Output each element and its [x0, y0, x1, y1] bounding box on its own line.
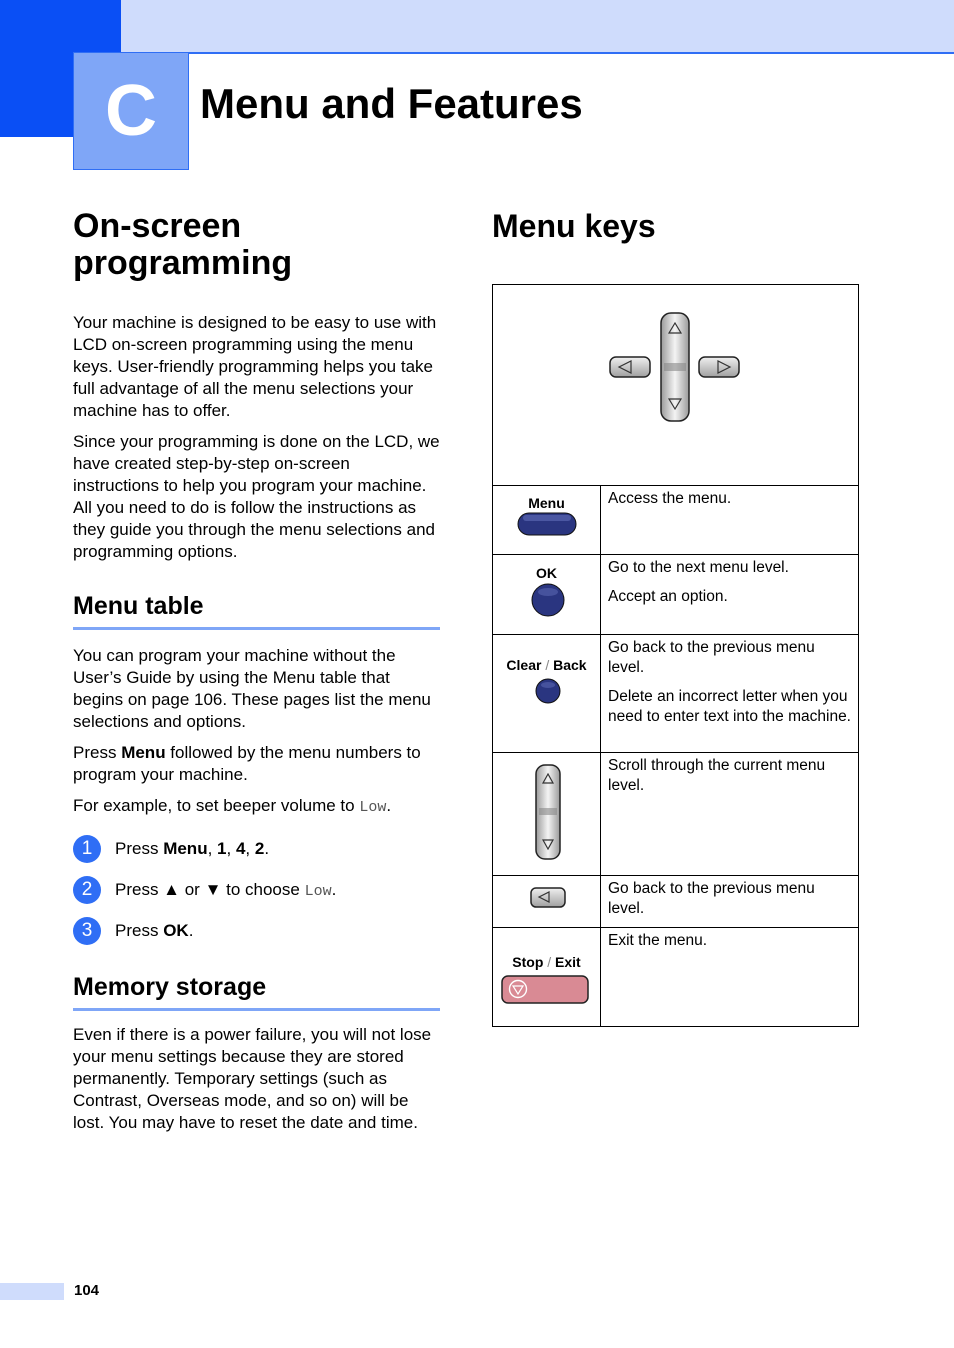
stop-exit-key-cell: [493, 928, 601, 1026]
chapter-badge: [73, 52, 189, 170]
key-row-clear-back: [493, 635, 858, 753]
menu-key-label: Menu: [528, 495, 565, 511]
ok-key-label: OK: [536, 565, 557, 581]
left-key-cell: [493, 876, 601, 927]
nav-keys-icon: [493, 285, 858, 485]
key-row-menu: [493, 486, 858, 555]
scroll-key-cell: [493, 753, 601, 875]
stop-exit-key-label: Stop / Exit: [512, 954, 581, 970]
header-band: [121, 0, 954, 54]
step-text: Press Menu, 1, 4, 2.: [115, 839, 270, 858]
stop-exit-key-description: Exit the menu.: [608, 932, 708, 949]
clear-back-key-icon[interactable]: [493, 635, 600, 753]
step-number: 3: [73, 917, 101, 945]
step-number: 2: [73, 876, 101, 904]
menu-keys-table: [492, 284, 859, 1027]
step-3: [73, 916, 440, 946]
key-row-left: [493, 876, 858, 928]
menu-key-cell: [493, 486, 601, 554]
clear-back-key-cell: [493, 635, 601, 752]
page-number: 104: [74, 1282, 100, 1299]
menu-table-heading: Menu table: [73, 591, 440, 630]
onscreen-heading: On-screen programming: [73, 207, 293, 282]
step-text: Press OK.: [115, 921, 194, 940]
menu-key-icon[interactable]: [493, 486, 600, 555]
step-2: [73, 875, 440, 905]
memory-heading: Memory storage: [73, 972, 440, 1011]
scroll-key-description: Scroll through the current menu level.: [608, 757, 826, 794]
chapter-letter: C: [105, 71, 157, 151]
menu-table-paragraph-2: Press Menu followed by the menu numbers to program your machine.: [73, 743, 421, 784]
left-arrow-key-icon[interactable]: [493, 876, 600, 928]
clear-back-key-label: Clear / Back: [506, 657, 587, 673]
onscreen-paragraph-2: Since your programming is done on the LCD, we have created step-by-step on-screen instructions to help you program your machine. All you need to do is follow the instructions as they guide you through the menu selections and programming options.: [73, 432, 440, 561]
left-key-description: Go back to the previous menu level.: [608, 880, 815, 917]
step-text: Press ▲ or ▼ to choose Low.: [115, 880, 337, 900]
ok-key-icon[interactable]: [493, 555, 600, 635]
onscreen-paragraph-1: Your machine is designed to be easy to use with LCD on-screen programming using the menu keys. User-friendly programming helps you take full advantage of all the menu selections your machine has to offer.: [73, 313, 437, 420]
key-row-stop-exit: [493, 928, 858, 1026]
memory-paragraph: Even if there is a power failure, you will not lose your menu settings because they are stored permanently. Temporary settings (such as Contrast, Overseas mode, and so on) will be lost. You may have to reset the date and time.: [73, 1025, 432, 1132]
key-row-scroll: [493, 753, 858, 876]
navigation-keys-illustration: [493, 285, 858, 486]
menu-keys-heading: Menu keys: [492, 208, 656, 244]
right-column: [492, 208, 859, 245]
menu-table-paragraph-3: For example, to set beeper volume to Low.: [73, 796, 392, 816]
menu-key-description: Access the menu.: [608, 490, 732, 507]
key-row-ok: [493, 555, 858, 635]
stop-exit-key-icon[interactable]: [493, 928, 600, 1026]
step-number: 1: [73, 835, 101, 863]
left-column: [73, 208, 440, 1143]
footer-accent: [0, 1283, 64, 1300]
ok-key-description: Go to the next menu level. Accept an option.: [608, 559, 789, 605]
clear-back-key-description: Go back to the previous menu level. Delete an incorrect letter when you need to enter text into the machine.: [608, 639, 851, 725]
menu-table-paragraph-1: You can program your machine without the User’s Guide by using the Menu table that begins on page 106. These pages list the menu selections and options.: [73, 646, 431, 731]
ok-key-cell: [493, 555, 601, 634]
up-down-key-icon[interactable]: [493, 753, 600, 876]
step-1: [73, 834, 440, 864]
chapter-title: Menu and Features: [200, 80, 583, 127]
